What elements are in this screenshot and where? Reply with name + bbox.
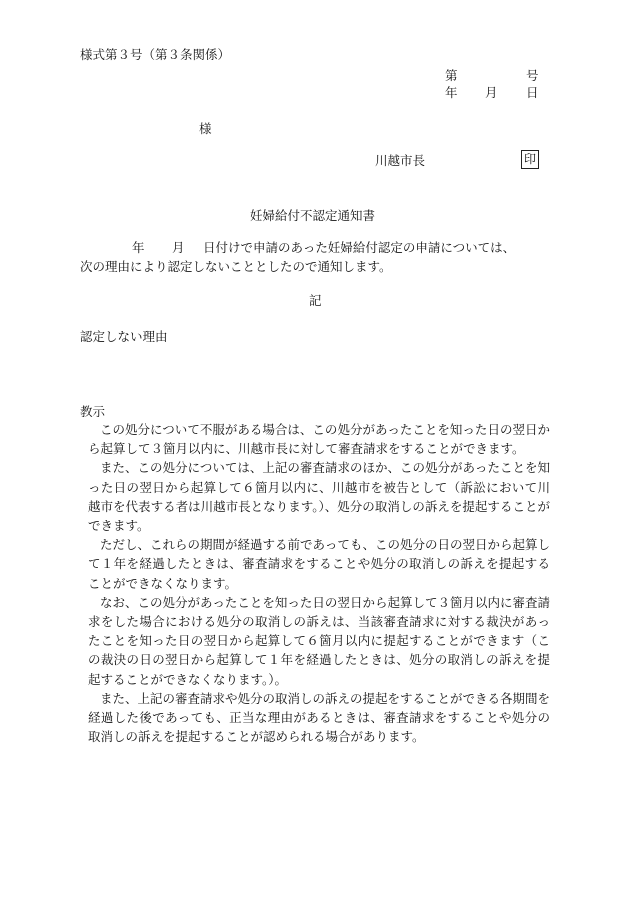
- document-title: 妊婦給付不認定通知書: [250, 208, 376, 223]
- ki-heading: 記: [309, 293, 322, 308]
- notice-body: [80, 420, 550, 746]
- date-month: 月: [485, 85, 498, 100]
- doc-number-prefix: 第: [445, 68, 458, 83]
- notice-paragraph: ただし、これらの期間が経過する前であっても、この処分の日の翌日から起算して１年を経過したときは、審査請求をすることや処分の取消しの訴えを提起することができなくなります。: [88, 537, 550, 591]
- notice-heading: 教示: [80, 404, 106, 419]
- notice-paragraph: また、上記の審査請求や処分の取消しの訴えの提起をすることができる各期間を経過した後であっても、正当な理由があるときは、審査請求をすることや処分の取消しの訴えを提起することが認められる場合があります。: [88, 690, 551, 745]
- seal-stamp: 印: [521, 150, 539, 169]
- notice-paragraph: この処分について不服がある場合は、この処分があったことを知った日の翌日から起算して３箇月以内に、川越市長に対して審査請求をすることができます。: [88, 422, 550, 457]
- form-label: 様式第３号（第３条関係）: [80, 47, 231, 62]
- body-text-line2: 次の理由により認定しないこととしたので通知します。: [80, 259, 392, 274]
- date-year: 年: [445, 85, 458, 100]
- notice-paragraph: また、この処分については、上記の審査請求のほか、この処分があったことを知った日の翌日から起算して６箇月以内に、川越市を被告として（訴訟において川越市を代表する者は川越市長となります。）、処分の取消しの訴えを提起することができます。: [88, 460, 550, 534]
- reason-label: 認定しない理由: [80, 329, 168, 344]
- body-text-line1: 日付けで申請のあった妊婦給付認定の申請については、: [203, 240, 516, 255]
- notice-paragraph: なお、この処分があったことを知った日の翌日から起算して３箇月以内に審査請求をした場合における処分の取消しの訴えは、当該審査請求に対する裁決があったことを知った日の翌日から起算して６箇月以内に提起することができます（この裁決の日の翌日から起算して１年を経過したときは、処分の取消しの訴えを提起することができなくなります。）。: [88, 594, 550, 687]
- body-month: 月: [172, 240, 185, 255]
- addressee-suffix: 様: [199, 121, 212, 136]
- doc-number-suffix: 号: [526, 68, 539, 83]
- date-day: 日: [526, 85, 539, 100]
- issuer-name: 川越市長: [375, 153, 426, 168]
- body-year: 年: [132, 240, 145, 255]
